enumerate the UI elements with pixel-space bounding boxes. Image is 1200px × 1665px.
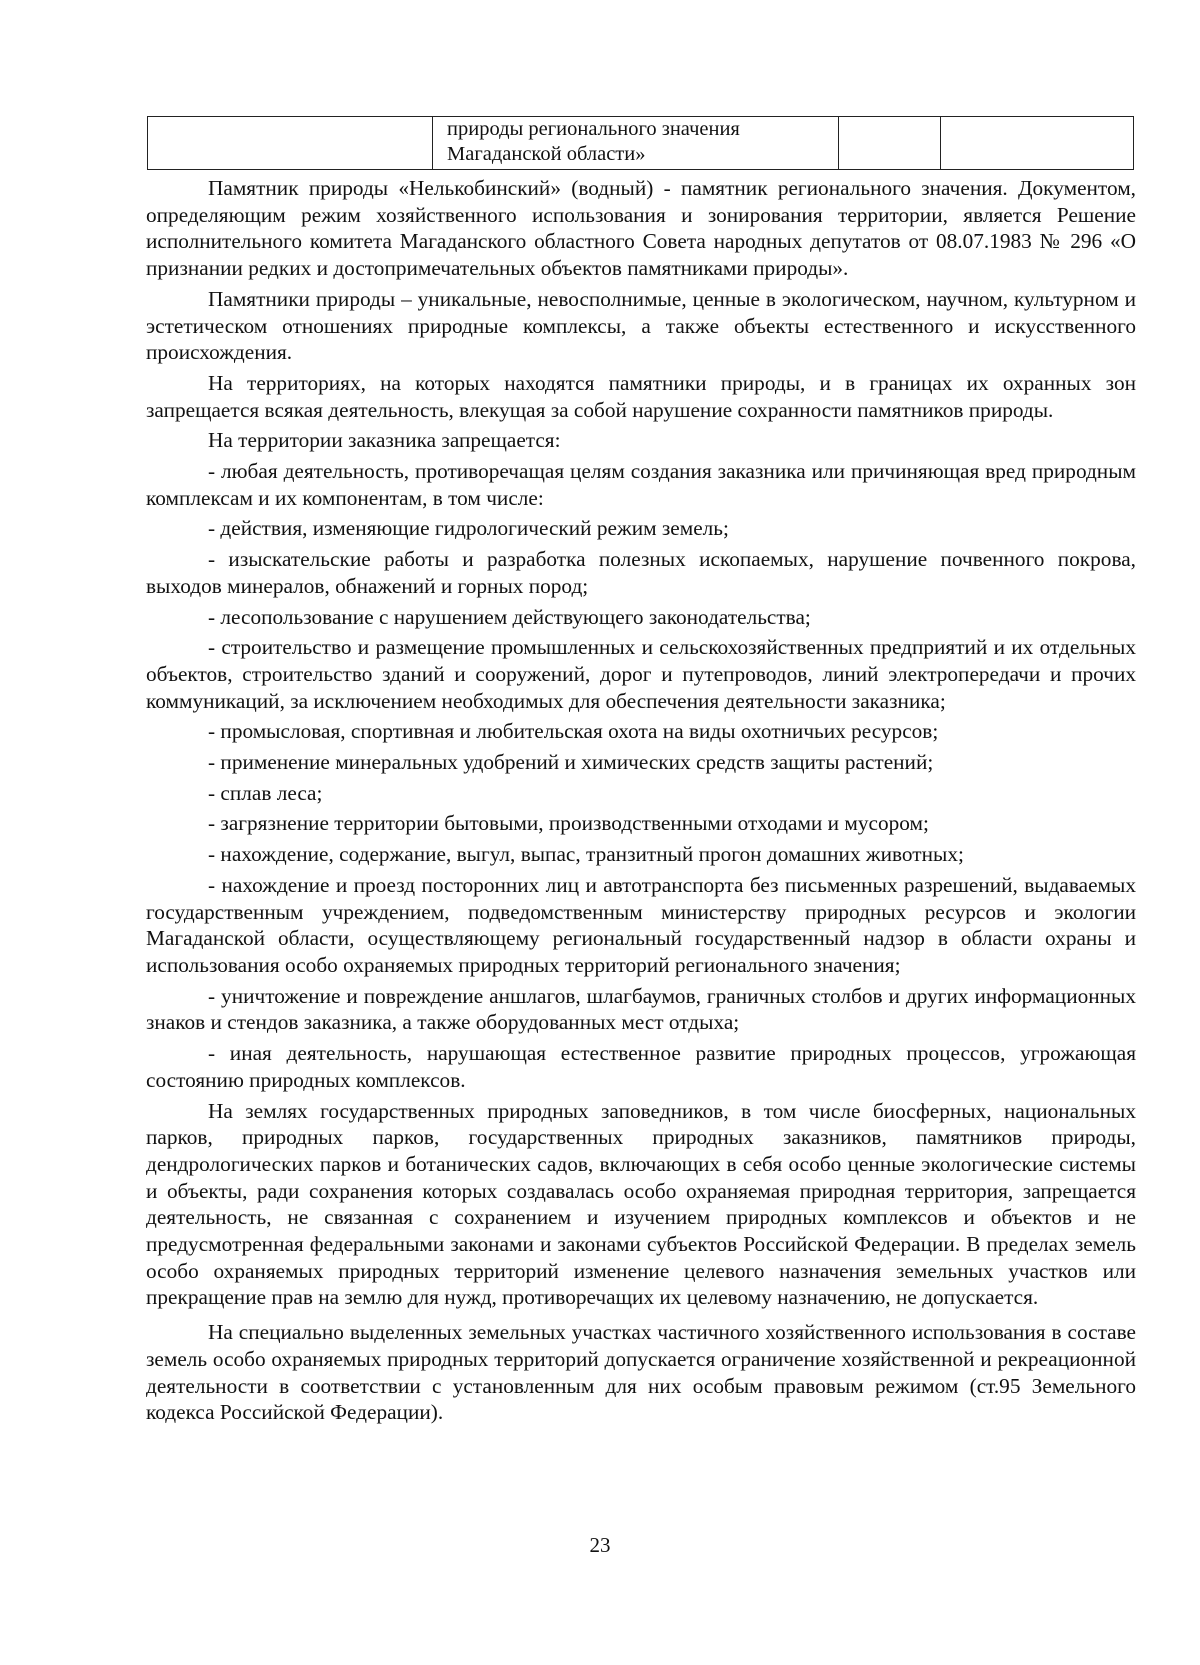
paragraph-reserve-prohibited-heading: На территории заказника запрещается: [208, 428, 561, 453]
body-text [146, 175, 1136, 1426]
paragraph-monuments-definition: Памятники природы – уникальные, невосполнимые, ценные в экологическом, научном, культурном и эстетическом отношениях природные комплексы, а также объекты естественного и искусственного происхождения. [146, 286, 1136, 365]
list-item: - строительство и размещение промышленных и сельскохозяйственных предприятий и их отдельных объектов, строительство зданий и сооружений, дорог и путепроводов, линий электропередачи и прочих коммуникаций, за исключением необходимых для обеспечения деятельности заказника; [146, 635, 1136, 713]
table-fragment [147, 116, 1134, 170]
list-item: - лесопользование с нарушением действующего законодательства; [208, 604, 811, 629]
list-item: - промысловая, спортивная и любительская охота на виды охотничьих ресурсов; [208, 719, 939, 744]
list-item: - изыскательские работы и разработка полезных ископаемых, нарушение почвенного покрова, выходов минералов, обнажений и горных пород; [146, 547, 1136, 598]
list-item: - сплав леса; [208, 780, 323, 805]
table-cell-name [433, 117, 839, 170]
page-number: 23 [589, 1533, 611, 1557]
list-item: - нахождение, содержание, выгул, выпас, транзитный прогон домашних животных; [208, 842, 964, 867]
list-item: - действия, изменяющие гидрологический режим земель; [208, 516, 729, 541]
table-cell-line-1: природы регионального значения [447, 118, 740, 140]
list-item: - загрязнение территории бытовыми, производственными отходами и мусором; [208, 811, 929, 836]
list-item: - любая деятельность, противоречащая целям создания заказника или причиняющая вред природным комплексам и их компонентам, в том числе: [146, 459, 1136, 510]
list-item: - уничтожение и повреждение аншлагов, шлагбаумов, граничных столбов и других информационных знаков и стендов заказника, а также оборудованных мест отдыха; [146, 983, 1136, 1035]
table-row [148, 117, 1134, 170]
list-item: - применение минеральных удобрений и химических средств защиты растений; [208, 750, 934, 775]
table-cell-line-2: Магаданской области» [447, 143, 646, 165]
table-cell-empty-2 [839, 117, 941, 170]
paragraph-territory-prohibition: На территориях, на которых находятся памятники природы, и в границах их охранных зон запрещается всякая деятельность, влекущая за собой нарушение сохранности памятников природы. [146, 370, 1136, 422]
paragraph-monument-status: Памятник природы «Нелькобинский» (водный) - памятник регионального значения. Документом, определяющим режим хозяйственного использования и зонирования территории, является Решение исполнительного комитета Магаданского областного Совета народных депутатов от 08.07.1983 № 296 «О признании редких и достопримечательных объектов памятниками природы». [146, 176, 1136, 281]
paragraph-partial-use-plots: На специально выделенных земельных участках частичного хозяйственного использования в составе земель особо охраняемых природных территорий допускается ограничение хозяйственной и рекреационной деятельности в соответствии с установленным для них особым правовым режимом (ст.95 Земельного кодекса Российской Федерации). [146, 1320, 1136, 1425]
table-cell-empty-3 [941, 117, 1134, 170]
table-cell-empty-1 [148, 117, 433, 170]
paragraph-protected-lands: На землях государственных природных заповедников, в том числе биосферных, национальных парков, природных парков, государственных природных заказников, памятников природы, дендрологических парков и ботанических садов, включающих в себя особо ценные экологические системы и объекты, ради сохранения которых создавалась особо охраняемая природная территория, запрещается деятельность, не связанная с сохранением и изучением природных комплексов и объектов и не предусмотренная федеральными законами и законами субъектов Российской Федерации. В пределах земель особо охраняемых природных территорий изменение целевого назначения земельных участков или прекращение прав на землю для нужд, противоречащих их целевому назначению, не допускается. [146, 1098, 1136, 1310]
list-item: - нахождение и проезд посторонних лиц и автотранспорта без письменных разрешений, выдаваемых государственным учреждением, подведомственным министерству природных ресурсов и экологии Магаданской области, осуществляющему региональный государственный надзор в области охраны и использования особо охраняемых природных территорий регионального значения; [146, 872, 1136, 977]
list-item: - иная деятельность, нарушающая естественное развитие природных процессов, угрожающая состоянию природных комплексов. [146, 1041, 1136, 1092]
